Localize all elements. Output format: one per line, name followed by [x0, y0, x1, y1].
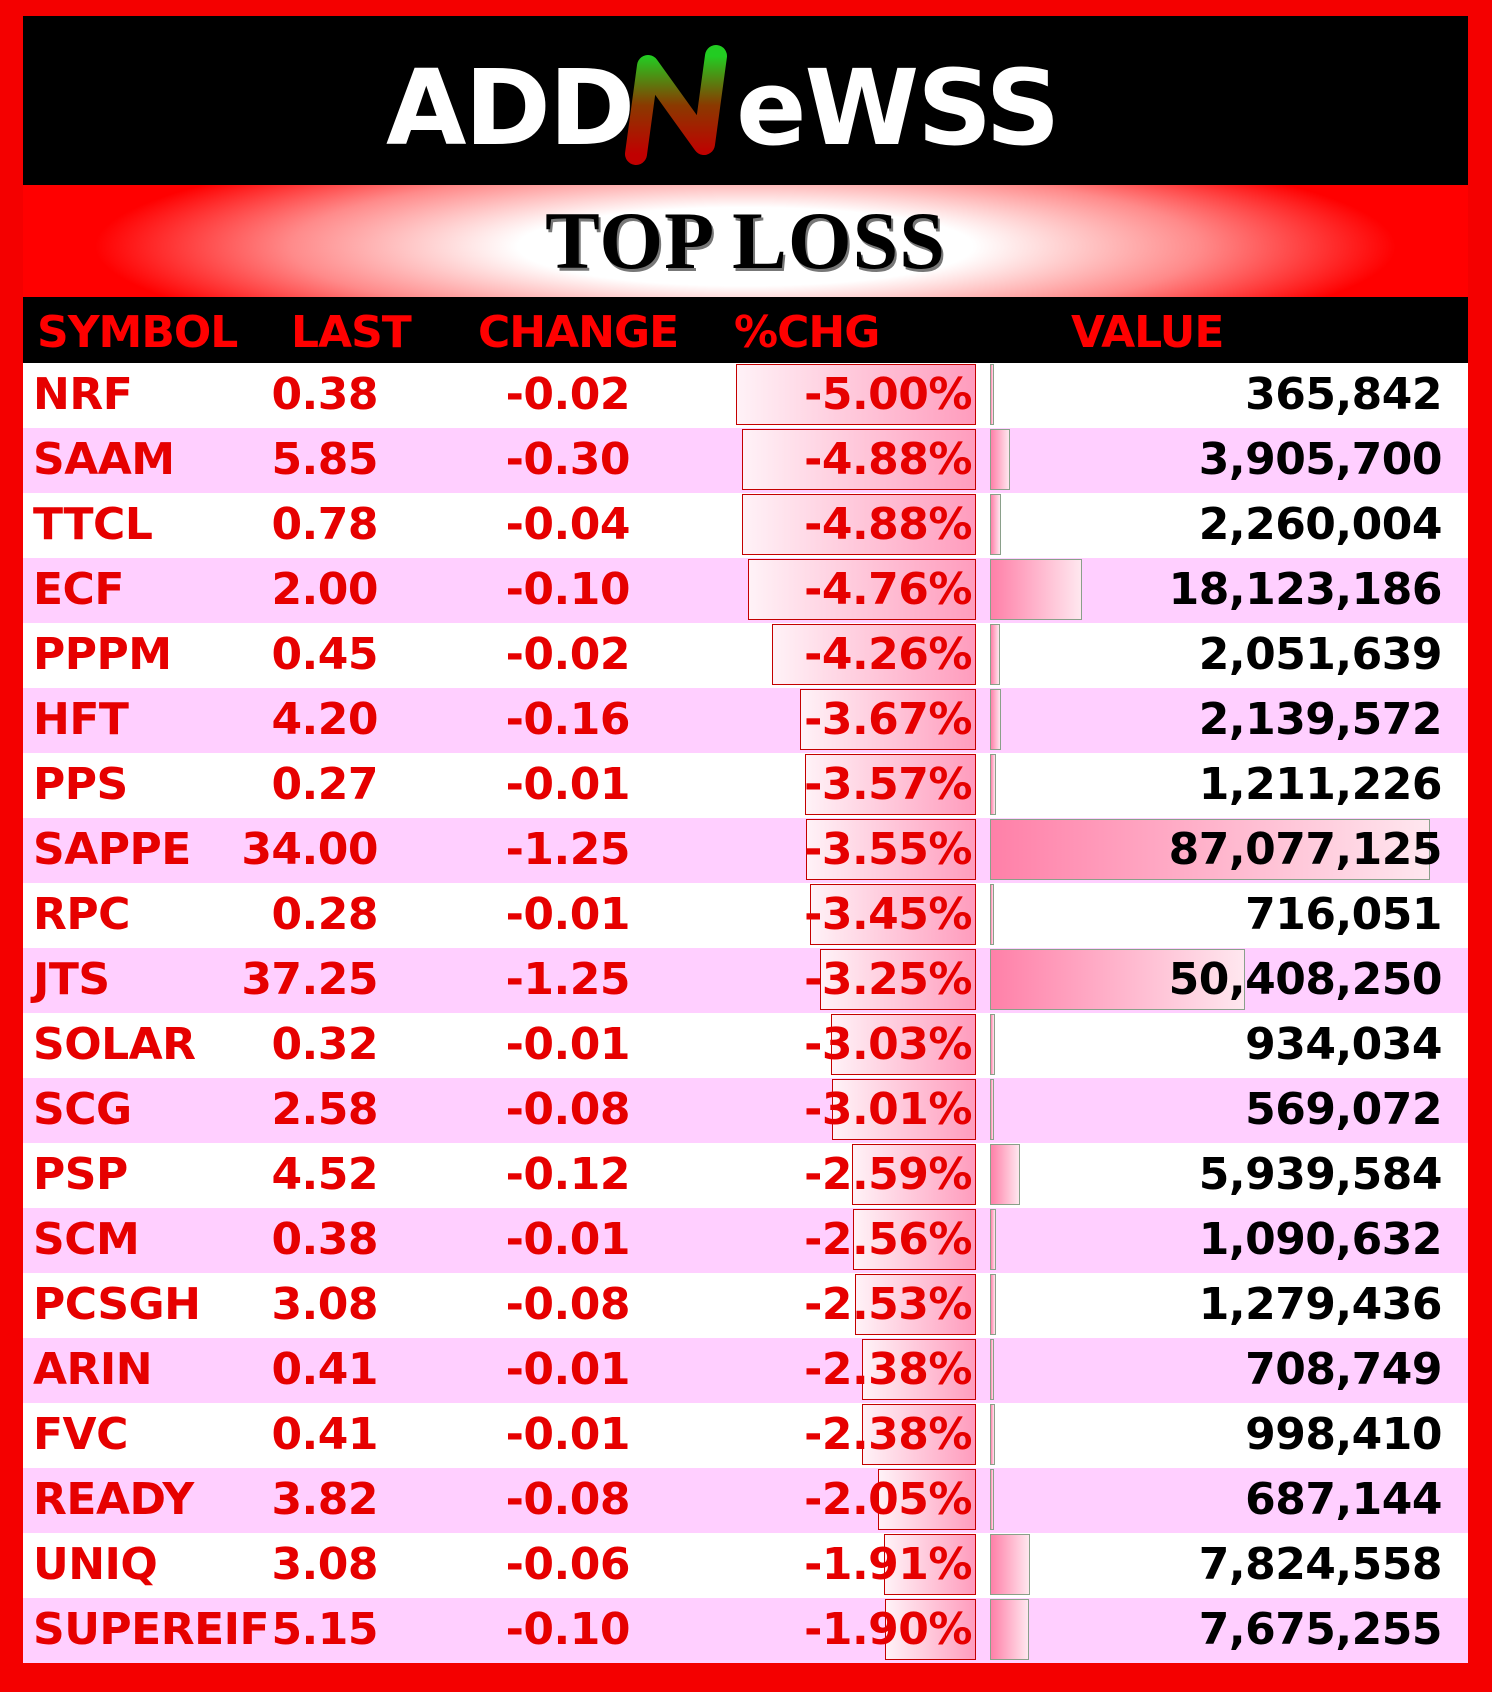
value-databar	[990, 689, 1001, 750]
table-row	[23, 363, 1468, 428]
table-row	[23, 1338, 1468, 1403]
symbol-cell: SUPEREIF	[33, 1604, 270, 1655]
symbol-cell: FVC	[33, 1409, 128, 1460]
pct-change-cell: -4.26%	[804, 629, 972, 680]
change-cell: -0.08	[505, 1474, 630, 1525]
change-cell: -0.06	[505, 1539, 630, 1590]
table-row	[23, 1143, 1468, 1208]
table-row	[23, 1273, 1468, 1338]
value-cell: 5,939,584	[1198, 1149, 1442, 1200]
pct-change-cell: -2.38%	[804, 1409, 972, 1460]
table-row	[23, 1403, 1468, 1468]
pct-change-cell: -3.25%	[804, 954, 972, 1005]
symbol-cell: PPPM	[33, 629, 172, 680]
page-title: TOP LOSS	[545, 195, 946, 286]
header-symbol: SYMBOL	[37, 307, 238, 358]
change-cell: -0.01	[505, 1344, 630, 1395]
last-cell: 3.08	[271, 1279, 378, 1330]
last-cell: 2.00	[271, 564, 378, 615]
change-cell: -0.04	[505, 499, 630, 550]
table-row	[23, 428, 1468, 493]
value-databar	[990, 1079, 994, 1140]
value-databar	[990, 559, 1082, 620]
symbol-cell: TTCL	[33, 499, 153, 550]
value-cell: 7,675,255	[1198, 1604, 1442, 1655]
value-cell: 2,051,639	[1198, 629, 1442, 680]
last-cell: 0.38	[271, 1214, 378, 1265]
last-cell: 3.82	[271, 1474, 378, 1525]
value-cell: 18,123,186	[1168, 564, 1442, 615]
value-cell: 687,144	[1245, 1474, 1442, 1525]
table-row	[23, 818, 1468, 883]
value-databar	[990, 1469, 994, 1530]
change-cell: -0.08	[505, 1279, 630, 1330]
table-row	[23, 1013, 1468, 1078]
pct-change-cell: -3.57%	[804, 759, 972, 810]
pct-change-cell: -4.88%	[804, 434, 972, 485]
value-cell: 1,090,632	[1198, 1214, 1442, 1265]
logo-n-mark	[636, 56, 716, 154]
last-cell: 4.52	[271, 1149, 378, 1200]
last-cell: 5.85	[271, 434, 378, 485]
table-row	[23, 1468, 1468, 1533]
last-cell: 0.41	[271, 1409, 378, 1460]
last-cell: 5.15	[271, 1604, 378, 1655]
last-cell: 0.78	[271, 499, 378, 550]
table-row	[23, 948, 1468, 1013]
table-row	[23, 883, 1468, 948]
pct-change-cell: -5.00%	[804, 369, 972, 420]
value-cell: 1,211,226	[1198, 759, 1442, 810]
symbol-cell: PPS	[33, 759, 128, 810]
change-cell: -0.01	[505, 1409, 630, 1460]
pct-change-cell: -4.88%	[804, 499, 972, 550]
symbol-cell: PCSGH	[33, 1279, 201, 1330]
logo-bar	[23, 16, 1468, 185]
symbol-cell: SCG	[33, 1084, 132, 1135]
change-cell: -0.02	[505, 369, 630, 420]
pct-change-cell: -3.55%	[804, 824, 972, 875]
symbol-cell: RPC	[33, 889, 130, 940]
logo-text-add: ADD	[385, 46, 633, 166]
title-band	[23, 185, 1468, 297]
pct-change-cell: -2.56%	[804, 1214, 972, 1265]
value-databar	[990, 429, 1010, 490]
value-cell: 365,842	[1245, 369, 1442, 420]
change-cell: -1.25	[505, 954, 630, 1005]
change-cell: -0.08	[505, 1084, 630, 1135]
value-databar	[990, 1339, 994, 1400]
value-databar	[990, 1014, 995, 1075]
symbol-cell: ARIN	[33, 1344, 153, 1395]
header-pct: %CHG	[734, 307, 880, 358]
header-change: CHANGE	[478, 307, 679, 358]
table-row	[23, 558, 1468, 623]
value-databar	[990, 884, 994, 945]
table-row	[23, 753, 1468, 818]
table-row	[23, 1078, 1468, 1143]
change-cell: -0.12	[505, 1149, 630, 1200]
value-cell: 50,408,250	[1168, 954, 1442, 1005]
change-cell: -0.01	[505, 1214, 630, 1265]
symbol-cell: SCM	[33, 1214, 140, 1265]
symbol-cell: JTS	[33, 954, 110, 1005]
value-databar	[990, 754, 996, 815]
pct-change-cell: -3.67%	[804, 694, 972, 745]
symbol-cell: READY	[33, 1474, 194, 1525]
pct-change-cell: -1.91%	[804, 1539, 972, 1590]
table-header	[23, 297, 1468, 363]
change-cell: -0.10	[505, 1604, 630, 1655]
symbol-cell: ECF	[33, 564, 124, 615]
value-databar	[990, 1274, 996, 1335]
table-row	[23, 688, 1468, 753]
pct-change-cell: -4.76%	[804, 564, 972, 615]
value-cell: 569,072	[1245, 1084, 1442, 1135]
top-loss-table	[23, 297, 1468, 1663]
pct-change-cell: -2.38%	[804, 1344, 972, 1395]
change-cell: -0.10	[505, 564, 630, 615]
last-cell: 34.00	[241, 824, 378, 875]
last-cell: 0.32	[271, 1019, 378, 1070]
symbol-cell: HFT	[33, 694, 129, 745]
pct-change-cell: -2.59%	[804, 1149, 972, 1200]
value-databar	[990, 1404, 995, 1465]
pct-change-cell: -3.45%	[804, 889, 972, 940]
addnewss-logo	[386, 36, 1106, 166]
pct-change-cell: -2.53%	[804, 1279, 972, 1330]
table-row	[23, 623, 1468, 688]
value-cell: 3,905,700	[1198, 434, 1442, 485]
value-databar	[990, 494, 1001, 555]
value-databar	[990, 624, 1000, 685]
symbol-cell: NRF	[33, 369, 133, 420]
last-cell: 2.58	[271, 1084, 378, 1135]
table-row	[23, 1533, 1468, 1598]
logo-text-ewss: eWSS	[735, 46, 1058, 166]
value-cell: 708,749	[1245, 1344, 1442, 1395]
symbol-cell: SOLAR	[33, 1019, 196, 1070]
last-cell: 0.45	[271, 629, 378, 680]
change-cell: -0.30	[505, 434, 630, 485]
change-cell: -0.01	[505, 759, 630, 810]
value-cell: 2,260,004	[1198, 499, 1442, 550]
last-cell: 0.28	[271, 889, 378, 940]
value-databar	[990, 1209, 996, 1270]
value-cell: 998,410	[1245, 1409, 1442, 1460]
value-cell: 934,034	[1245, 1019, 1442, 1070]
last-cell: 37.25	[241, 954, 378, 1005]
table-row	[23, 493, 1468, 558]
value-cell: 716,051	[1245, 889, 1442, 940]
table-row	[23, 1208, 1468, 1273]
last-cell: 3.08	[271, 1539, 378, 1590]
change-cell: -0.01	[505, 889, 630, 940]
change-cell: -0.16	[505, 694, 630, 745]
last-cell: 0.27	[271, 759, 378, 810]
symbol-cell: SAAM	[33, 434, 175, 485]
table-body	[23, 363, 1468, 1663]
value-cell: 1,279,436	[1198, 1279, 1442, 1330]
value-cell: 7,824,558	[1198, 1539, 1442, 1590]
value-databar	[990, 1599, 1029, 1660]
change-cell: -1.25	[505, 824, 630, 875]
value-cell: 2,139,572	[1198, 694, 1442, 745]
value-databar	[990, 1144, 1020, 1205]
symbol-cell: SAPPE	[33, 824, 191, 875]
value-databar	[990, 364, 994, 425]
last-cell: 0.41	[271, 1344, 378, 1395]
change-cell: -0.02	[505, 629, 630, 680]
symbol-cell: UNIQ	[33, 1539, 158, 1590]
symbol-cell: PSP	[33, 1149, 128, 1200]
pct-change-cell: -3.01%	[804, 1084, 972, 1135]
header-last: LAST	[291, 307, 411, 358]
pct-change-cell: -2.05%	[804, 1474, 972, 1525]
header-value: VALUE	[1071, 307, 1224, 358]
last-cell: 4.20	[271, 694, 378, 745]
change-cell: -0.01	[505, 1019, 630, 1070]
last-cell: 0.38	[271, 369, 378, 420]
value-databar	[990, 1534, 1030, 1595]
value-cell: 87,077,125	[1168, 824, 1442, 875]
pct-change-cell: -1.90%	[804, 1604, 972, 1655]
table-row	[23, 1598, 1468, 1663]
pct-change-cell: -3.03%	[804, 1019, 972, 1070]
